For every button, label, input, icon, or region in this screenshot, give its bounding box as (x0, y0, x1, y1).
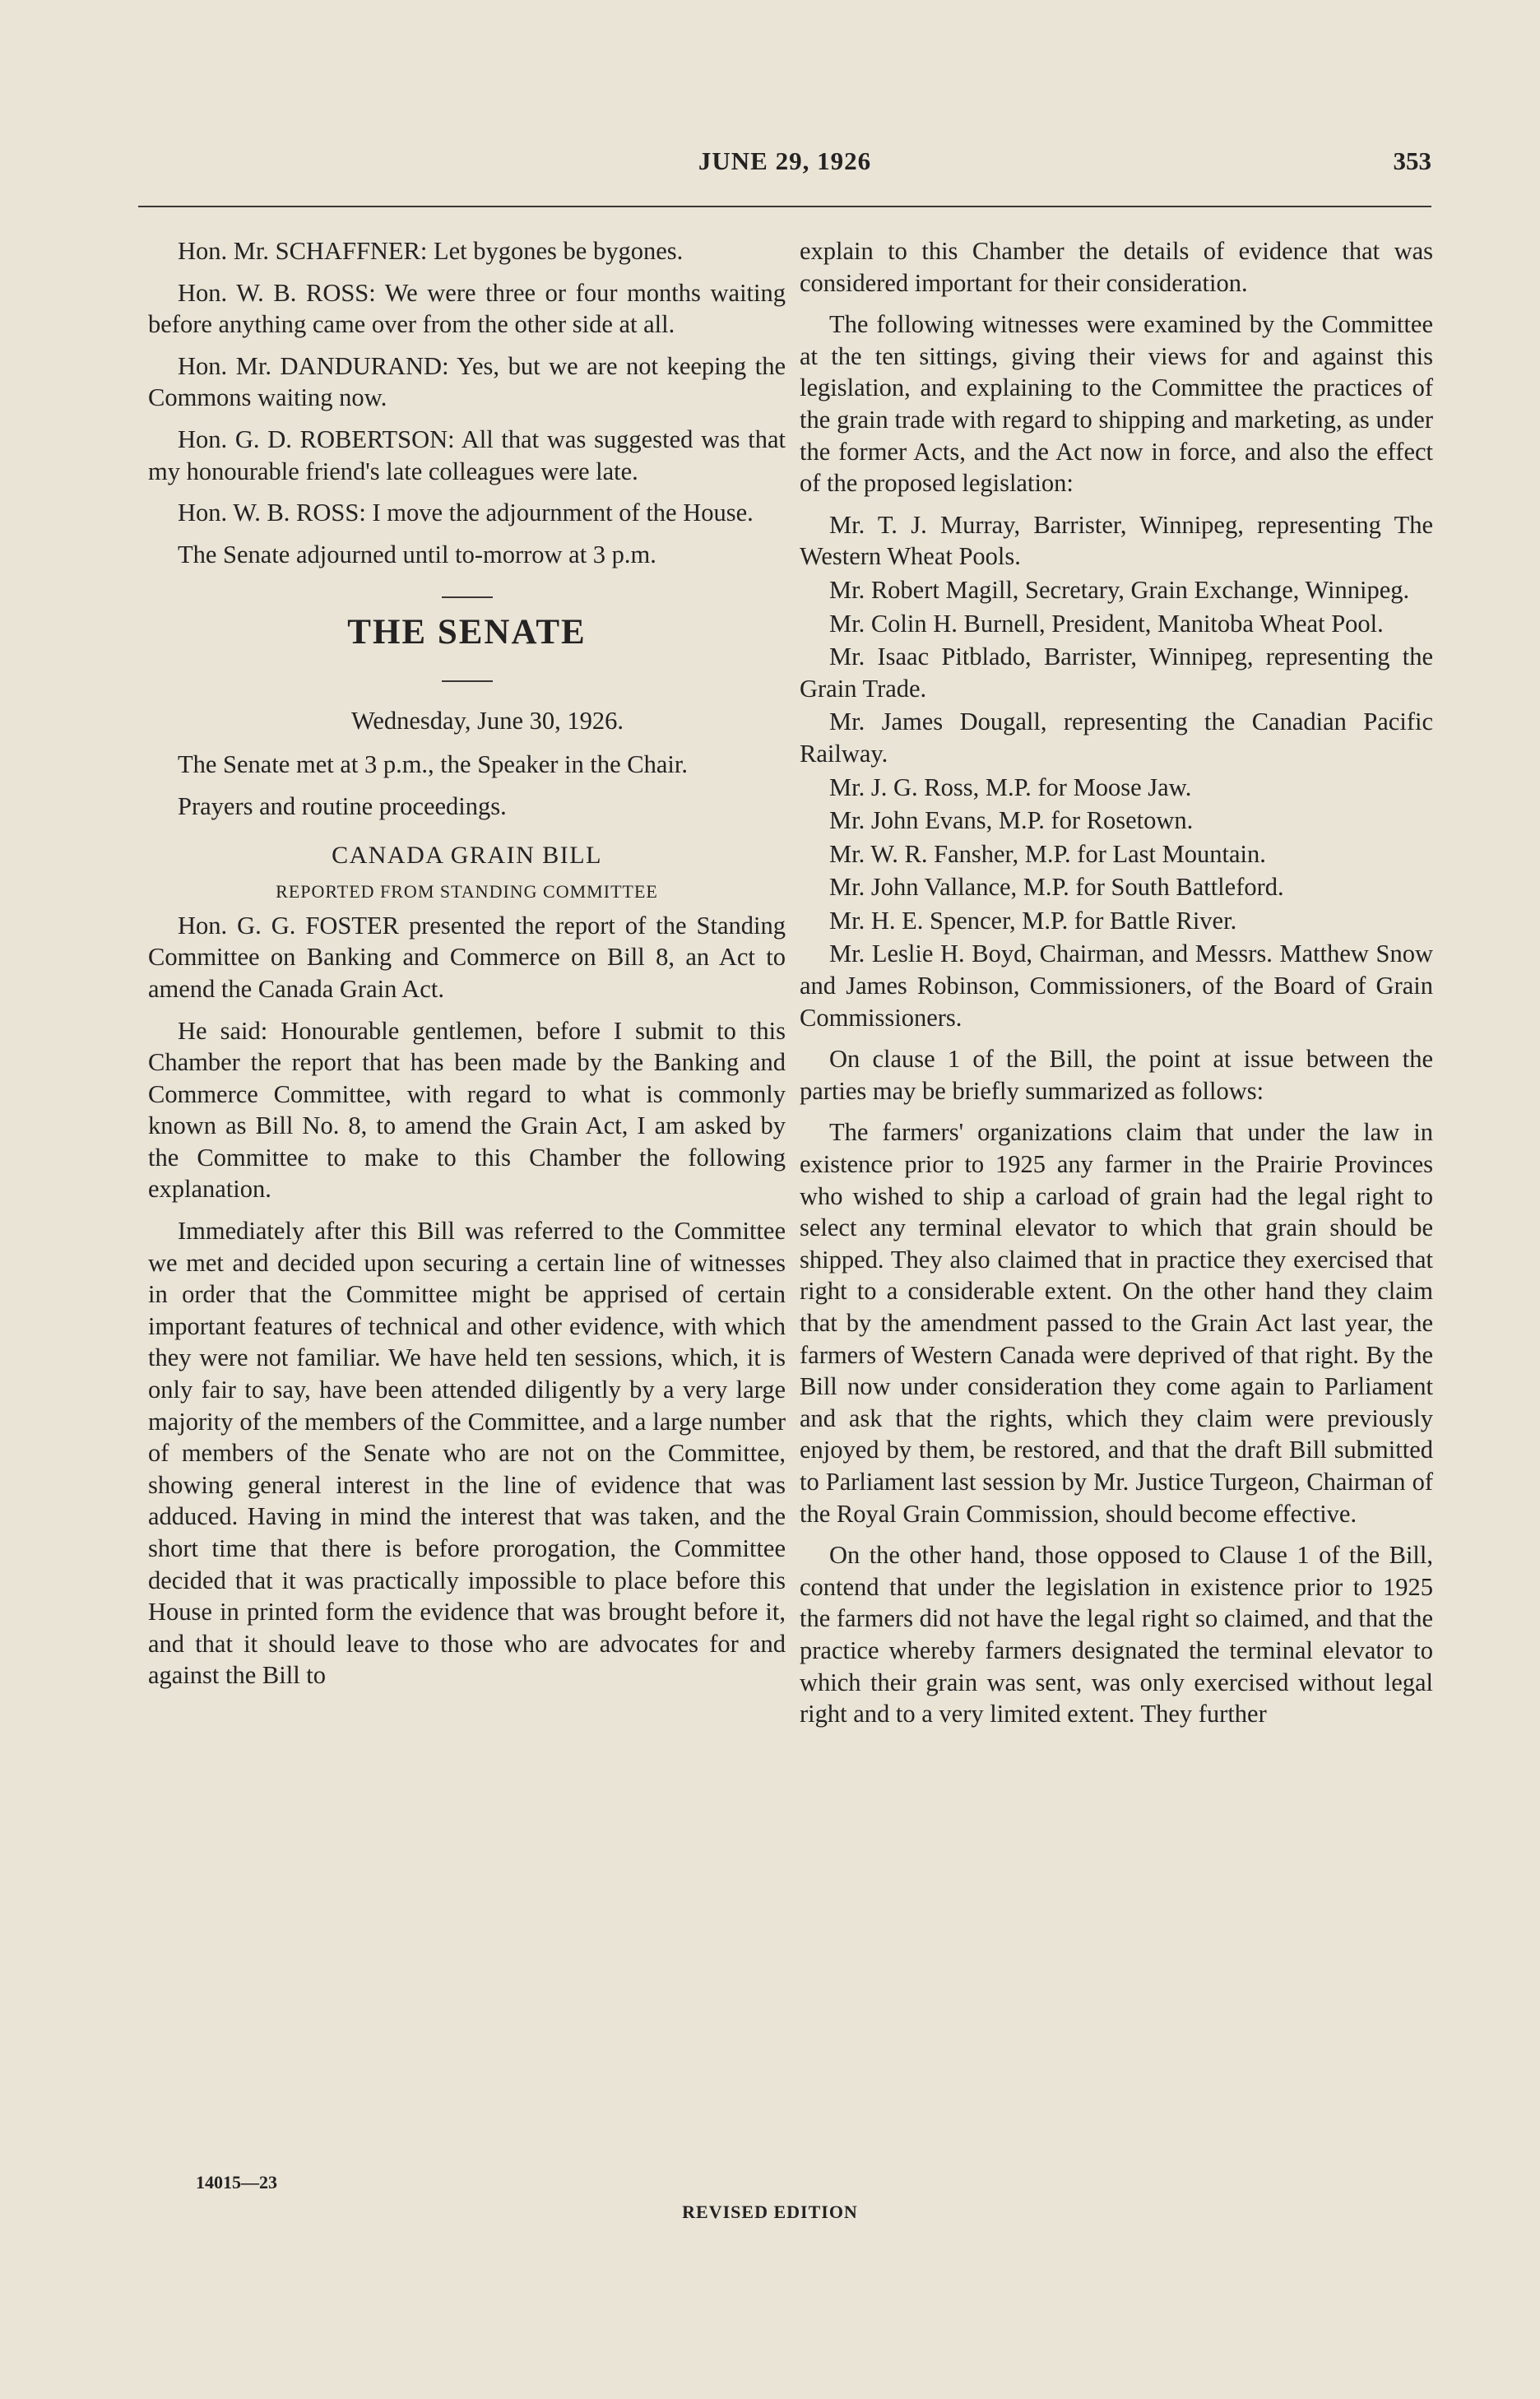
section-title: THE SENATE (347, 613, 587, 652)
paragraph: The farmers' organizations claim that under the law in existence prior to 1925 any farmer in the Prairie Provinces who wished to ship a carload of grain had the legal right to select any terminal elevator to which that grain should be shipped. They also claimed that in practice they exercised that right to a considerable extent. On the other hand they claim that by the amendment passed to the Grain Act last year, the farmers of Western Canada were deprived of that right. By the Bill now under consideration they come again to Parliament and ask that the rights, which they claim were previously enjoyed by them, be restored, and that the draft Bill submitted to Parliament last session by Mr. Justice Turgeon, Chairman of the Royal Grain Commission, should become effective. (800, 1118, 1433, 1528)
witness-item: Mr. John Vallance, M.P. for South Battleford. (829, 873, 1284, 902)
paragraph: The following witnesses were examined by the Committee at the ten sittings, giving their views for and against this legislation, and explaining to the Committee the practices of the grain trade with regard to shipping and marketing, as under the former Acts, and the Act now in force, and also the effect of the proposed legislation: (800, 310, 1433, 498)
bill-heading: CANADA GRAIN BILL (332, 842, 602, 870)
sitting-date: Wednesday, June 30, 1926. (350, 707, 624, 735)
page-header (138, 146, 1431, 188)
paragraph: Hon. W. B. ROSS: I move the adjournment of the House. (178, 499, 754, 527)
paragraph: explain to this Chamber the details of evidence that was considered important for their consideration. (800, 237, 1433, 297)
witness-item: Mr. J. G. Ross, M.P. for Moose Jaw. (829, 773, 1192, 801)
left-column (148, 235, 786, 1701)
paragraph: Hon. G. G. FOSTER presented the report of the Standing Committee on Banking and Commerce on Bill 8, an Act to amend the Canada Grain Act. (148, 911, 786, 1003)
paragraph: Hon. Mr. DANDURAND: Yes, but we are not keeping the Commons waiting now. (148, 351, 786, 412)
paragraph: On clause 1 of the Bill, the point at issue between the parties may be briefly summarized as follows: (800, 1045, 1433, 1105)
paragraph: The Senate adjourned until to-morrow at 3 p.m. (178, 540, 656, 568)
paragraph: Prayers and routine proceedings. (178, 791, 507, 820)
witness-item: Mr. Robert Magill, Secretary, Grain Exchange, Winnipeg. (829, 575, 1410, 604)
paragraph: He said: Honourable gentlemen, before I submit to this Chamber the report that has been made by the Banking and Commerce Committee, with regard to what is commonly known as Bill No. 8, to amend the Grain Act, I am asked by the Committee to make to this Chamber the following explanation. (148, 1016, 786, 1204)
paragraph: Immediately after this Bill was referred to the Committee we met and decided upon securing a certain line of witnesses in order that the Committee might be apprised of certain important features of technical and other evidence, with which they were not familiar. We have held ten sessions, which, it is only fair to say, have been attended diligently by a very large majority of the members of the Committee, and a large number of members of the Senate who are not on the Committee, showing general interest in the line of evidence that was adduced. Having in mind the interest that was taken, and the short time that there is before prorogation, the Committee decided that it was practically impossible to place before this House in printed form the evidence that was brought before it, and that it should leave to those who are advocates for and against the Bill to (148, 1217, 786, 1690)
witness-item: Mr. H. E. Spencer, M.P. for Battle River. (829, 906, 1237, 935)
witness-item: Mr. Isaac Pitblado, Barrister, Winnipeg, representing the Grain Trade. (800, 643, 1433, 703)
witness-item: Mr. Leslie H. Boyd, Chairman, and Messrs. Matthew Snow and James Robinson, Commissioners, of the Board of Grain Commissioners. (800, 940, 1433, 1032)
witness-item: Mr. W. R. Fansher, M.P. for Last Mountain. (829, 839, 1266, 868)
section-divider (442, 680, 493, 682)
paragraph: Hon. Mr. SCHAFFNER: Let bygones be bygones. (178, 237, 684, 265)
witness-item: Mr. John Evans, M.P. for Rosetown. (829, 806, 1194, 835)
edition-label: REVISED EDITION (682, 2202, 858, 2222)
page-number: 353 (1393, 146, 1431, 175)
header-rule (138, 206, 1431, 207)
witness-item: Mr. Colin H. Burnell, President, Manitoba Wheat Pool. (829, 609, 1384, 638)
section-divider (442, 596, 493, 598)
bill-subheading: REPORTED FROM STANDING COMMITTEE (276, 880, 658, 902)
right-column (800, 235, 1433, 1740)
print-code: 14015—23 (196, 2172, 277, 2193)
witness-item: Mr. James Dougall, representing the Canadian Pacific Railway. (800, 708, 1433, 768)
witness-item: Mr. T. J. Murray, Barrister, Winnipeg, representing The Western Wheat Pools. (800, 510, 1433, 571)
header-date: JUNE 29, 1926 (698, 146, 872, 175)
paragraph: Hon. G. D. ROBERTSON: All that was suggested was that my honourable friend's late colleagues were late. (148, 425, 786, 485)
paragraph: Hon. W. B. ROSS: We were three or four months waiting before anything came over from the other side at all. (148, 278, 786, 339)
paragraph: On the other hand, those opposed to Clause 1 of the Bill, contend that under the legislation in existence prior to 1925 the farmers did not have the legal right so claimed, and that the practice whereby farmers designated the terminal elevator to which their grain was sent, was only exercised without legal right and to a very limited extent. They further (800, 1541, 1433, 1728)
paragraph: The Senate met at 3 p.m., the Speaker in the Chair. (178, 749, 688, 778)
